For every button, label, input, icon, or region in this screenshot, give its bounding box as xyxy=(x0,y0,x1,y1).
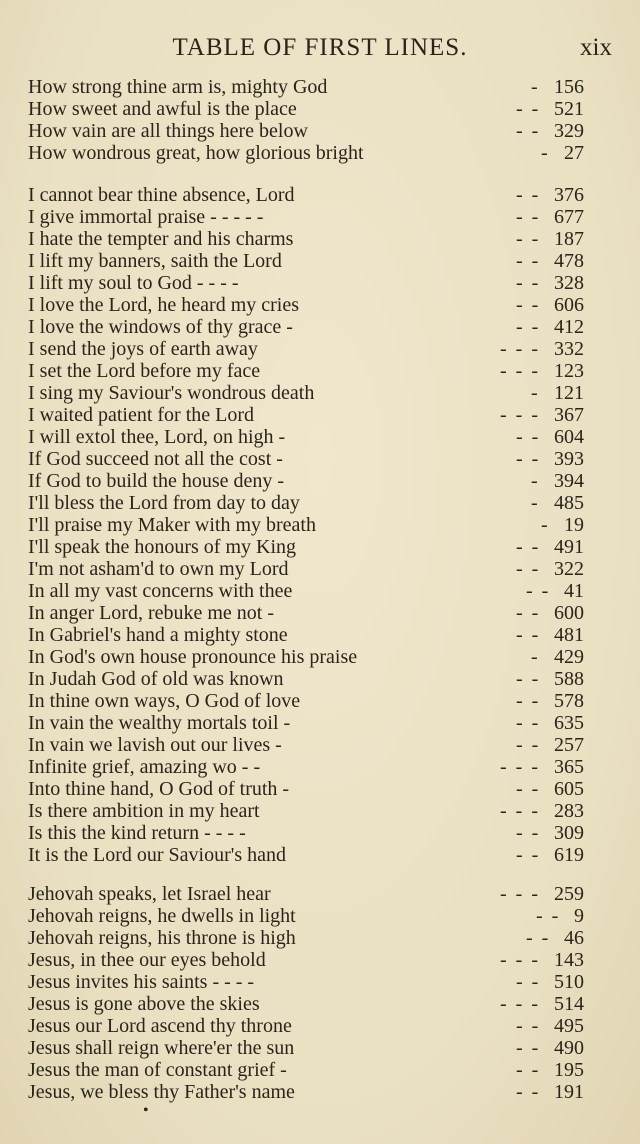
hymn-number: 191 xyxy=(554,1081,584,1103)
hymn-number: 635 xyxy=(554,712,584,734)
hymn-number: 478 xyxy=(554,250,584,272)
first-line-text: I set the Lord before my face xyxy=(28,360,261,382)
first-line-text: Infinite grief, amazing wo - - xyxy=(28,756,261,778)
index-entry xyxy=(28,76,584,98)
leader-dashes: - - xyxy=(516,250,541,272)
leader-dashes: - - - xyxy=(500,800,540,822)
index-entry xyxy=(28,734,584,756)
index-entry xyxy=(28,404,584,426)
hymn-number: 376 xyxy=(554,184,584,206)
hymn-number: 195 xyxy=(554,1059,584,1081)
first-line-text: I hate the tempter and his charms xyxy=(28,228,294,250)
index-entry xyxy=(28,800,584,822)
leader-dashes: - xyxy=(531,470,540,492)
index-entry xyxy=(28,98,584,120)
index-entry xyxy=(28,294,584,316)
hymn-number: 367 xyxy=(554,404,584,426)
first-line-text: Jesus shall reign where'er the sun xyxy=(28,1037,295,1059)
leader-dashes: - - xyxy=(516,294,541,316)
leader-dashes: - - xyxy=(516,712,541,734)
index-entry xyxy=(28,120,584,142)
index-section-i xyxy=(28,184,584,866)
leader-dashes: - xyxy=(541,514,550,536)
hymn-number: 257 xyxy=(554,734,584,756)
hymn-number: 619 xyxy=(554,844,584,866)
index-entry xyxy=(28,646,584,668)
leader-dashes: - - - xyxy=(500,338,540,360)
first-line-text: In anger Lord, rebuke me not - xyxy=(28,602,275,624)
index-entry xyxy=(28,602,584,624)
first-line-text: Jesus our Lord ascend thy throne xyxy=(28,1015,292,1037)
first-line-text: Is this the kind return - - - - xyxy=(28,822,246,844)
hymn-number: 332 xyxy=(554,338,584,360)
first-line-text: I will extol thee, Lord, on high - xyxy=(28,426,286,448)
first-line-text: I give immortal praise - - - - - xyxy=(28,206,264,228)
leader-dashes: - - xyxy=(516,602,541,624)
leader-dashes: - xyxy=(531,646,540,668)
leader-dashes: - - - xyxy=(500,949,540,971)
leader-dashes: - - xyxy=(516,558,541,580)
index-entry xyxy=(28,338,584,360)
hymn-number: 156 xyxy=(554,76,584,98)
hymn-number: 588 xyxy=(554,668,584,690)
leader-dashes: - - xyxy=(516,668,541,690)
hymn-number: 329 xyxy=(554,120,584,142)
index-entry xyxy=(28,756,584,778)
first-line-text: How wondrous great, how glorious bright xyxy=(28,142,364,164)
leader-dashes: - - xyxy=(516,228,541,250)
index-entry xyxy=(28,668,584,690)
leader-dashes: - - xyxy=(516,316,541,338)
leader-dashes: - - - xyxy=(500,360,540,382)
first-line-text: How sweet and awful is the place xyxy=(28,98,297,120)
hymn-number: 578 xyxy=(554,690,584,712)
hymn-number: 491 xyxy=(554,536,584,558)
hymn-number: 600 xyxy=(554,602,584,624)
index-entry xyxy=(28,1059,584,1081)
index-entry xyxy=(28,558,584,580)
first-line-text: I send the joys of earth away xyxy=(28,338,258,360)
first-line-text: Jesus, we bless thy Father's name xyxy=(28,1081,295,1103)
hymn-number: 490 xyxy=(554,1037,584,1059)
leader-dashes: - - xyxy=(516,624,541,646)
leader-dashes: - - - xyxy=(500,993,540,1015)
first-line-text: Jehovah reigns, his throne is high xyxy=(28,927,296,949)
leader-dashes: - - xyxy=(516,1059,541,1081)
first-line-text: In all my vast concerns with thee xyxy=(28,580,293,602)
index-entry xyxy=(28,1015,584,1037)
hymn-number: 481 xyxy=(554,624,584,646)
hymn-number: 394 xyxy=(554,470,584,492)
first-line-text: In vain we lavish out our lives - xyxy=(28,734,282,756)
index-entry xyxy=(28,536,584,558)
first-line-text: I waited patient for the Lord xyxy=(28,404,255,426)
index-entry xyxy=(28,690,584,712)
index-entry xyxy=(28,316,584,338)
hymn-number: 521 xyxy=(554,98,584,120)
first-line-text: In Gabriel's hand a mighty stone xyxy=(28,624,288,646)
hymn-number: 309 xyxy=(554,822,584,844)
leader-dashes: - - - xyxy=(500,404,540,426)
index-entry xyxy=(28,142,584,164)
leader-dashes: - - xyxy=(516,971,541,993)
leader-dashes: - - xyxy=(516,778,541,800)
leader-dashes: - - xyxy=(516,734,541,756)
first-line-text: Jehovah speaks, let Israel hear xyxy=(28,883,271,905)
hymn-number: 677 xyxy=(554,206,584,228)
index-entry xyxy=(28,1081,584,1103)
index-entry xyxy=(28,927,584,949)
leader-dashes: - - xyxy=(516,448,541,470)
index-entry xyxy=(28,514,584,536)
leader-dashes: - - xyxy=(516,536,541,558)
leader-dashes: - - xyxy=(516,1037,541,1059)
index-entry xyxy=(28,206,584,228)
index-entry xyxy=(28,492,584,514)
hymn-number: 604 xyxy=(554,426,584,448)
first-line-text: I love the Lord, he heard my cries xyxy=(28,294,300,316)
index-entry xyxy=(28,184,584,206)
hymn-number: 46 xyxy=(564,927,584,949)
hymn-number: 187 xyxy=(554,228,584,250)
first-line-text: I love the windows of thy grace - xyxy=(28,316,293,338)
first-line-text: Jesus the man of constant grief - xyxy=(28,1059,287,1081)
leader-dashes: - - xyxy=(516,822,541,844)
hymn-number: 143 xyxy=(554,949,584,971)
hymn-number: 393 xyxy=(554,448,584,470)
first-line-text: In vain the wealthy mortals toil - xyxy=(28,712,291,734)
first-line-text: In thine own ways, O God of love xyxy=(28,690,301,712)
index-entry xyxy=(28,448,584,470)
leader-dashes: - - xyxy=(516,1081,541,1103)
first-line-text: I lift my soul to God - - - - xyxy=(28,272,239,294)
first-line-text: Jehovah reigns, he dwells in light xyxy=(28,905,296,927)
first-line-text: How strong thine arm is, mighty God xyxy=(28,76,328,98)
index-entry xyxy=(28,1037,584,1059)
index-entry xyxy=(28,228,584,250)
leader-dashes: - - xyxy=(516,426,541,448)
hymn-number: 605 xyxy=(554,778,584,800)
hymn-number: 9 xyxy=(574,905,584,927)
leader-dashes: - - xyxy=(526,927,551,949)
leader-dashes: - - xyxy=(536,905,561,927)
index-entry xyxy=(28,426,584,448)
first-line-text: In God's own house pronounce his praise xyxy=(28,646,358,668)
leader-dashes: - - xyxy=(526,580,551,602)
printer-mark: • xyxy=(143,1102,149,1119)
hymn-number: 41 xyxy=(564,580,584,602)
first-line-text: If God to build the house deny - xyxy=(28,470,285,492)
leader-dashes: - - - xyxy=(500,756,540,778)
hymn-number: 283 xyxy=(554,800,584,822)
leader-dashes: - - xyxy=(516,690,541,712)
first-line-text: I cannot bear thine absence, Lord xyxy=(28,184,295,206)
index-entry xyxy=(28,844,584,866)
first-line-text: Jesus, in thee our eyes behold xyxy=(28,949,266,971)
hymn-number: 328 xyxy=(554,272,584,294)
hymn-number: 365 xyxy=(554,756,584,778)
hymn-number: 606 xyxy=(554,294,584,316)
leader-dashes: - - xyxy=(516,272,541,294)
first-line-text: Is there ambition in my heart xyxy=(28,800,260,822)
first-line-text: I lift my banners, saith the Lord xyxy=(28,250,282,272)
first-line-text: Jesus invites his saints - - - - xyxy=(28,971,255,993)
hymn-number: 514 xyxy=(554,993,584,1015)
first-line-text: In Judah God of old was known xyxy=(28,668,284,690)
index-entry xyxy=(28,382,584,404)
hymn-number: 412 xyxy=(554,316,584,338)
index-entry xyxy=(28,272,584,294)
first-line-text: Into thine hand, O God of truth - xyxy=(28,778,290,800)
index-entry xyxy=(28,905,584,927)
hymn-number: 259 xyxy=(554,883,584,905)
index-entry xyxy=(28,993,584,1015)
leader-dashes: - xyxy=(531,492,540,514)
page-header xyxy=(0,34,640,64)
page-number: xix xyxy=(580,34,612,61)
index-entry xyxy=(28,712,584,734)
index-section-how xyxy=(28,76,584,164)
hymn-number: 495 xyxy=(554,1015,584,1037)
index-section-j xyxy=(28,883,584,1103)
leader-dashes: - xyxy=(541,142,550,164)
page-title: TABLE OF FIRST LINES. xyxy=(172,34,468,61)
index-entry xyxy=(28,971,584,993)
index-entry xyxy=(28,580,584,602)
first-line-text: I'll praise my Maker with my breath xyxy=(28,514,316,536)
index-entry xyxy=(28,470,584,492)
leader-dashes: - - xyxy=(516,844,541,866)
index-entry xyxy=(28,360,584,382)
hymn-number: 429 xyxy=(554,646,584,668)
hymn-number: 121 xyxy=(554,382,584,404)
hymn-number: 19 xyxy=(564,514,584,536)
index-entry xyxy=(28,250,584,272)
first-line-text: If God succeed not all the cost - xyxy=(28,448,283,470)
index-entry xyxy=(28,949,584,971)
first-line-text: I sing my Saviour's wondrous death xyxy=(28,382,315,404)
leader-dashes: - xyxy=(531,382,540,404)
leader-dashes: - - xyxy=(516,98,541,120)
leader-dashes: - - xyxy=(516,184,541,206)
hymn-number: 322 xyxy=(554,558,584,580)
index-entry xyxy=(28,778,584,800)
leader-dashes: - - - xyxy=(500,883,540,905)
index-entry xyxy=(28,883,584,905)
hymn-number: 485 xyxy=(554,492,584,514)
first-line-text: I'm not asham'd to own my Lord xyxy=(28,558,289,580)
leader-dashes: - xyxy=(531,76,540,98)
first-line-text: It is the Lord our Saviour's hand xyxy=(28,844,287,866)
index-entry xyxy=(28,822,584,844)
hymn-number: 510 xyxy=(554,971,584,993)
leader-dashes: - - xyxy=(516,120,541,142)
first-line-text: Jesus is gone above the skies xyxy=(28,993,260,1015)
hymn-number: 27 xyxy=(564,142,584,164)
first-line-text: I'll speak the honours of my King xyxy=(28,536,297,558)
index-entry xyxy=(28,624,584,646)
first-line-text: I'll bless the Lord from day to day xyxy=(28,492,300,514)
hymn-number: 123 xyxy=(554,360,584,382)
leader-dashes: - - xyxy=(516,1015,541,1037)
first-line-text: How vain are all things here below xyxy=(28,120,308,142)
leader-dashes: - - xyxy=(516,206,541,228)
